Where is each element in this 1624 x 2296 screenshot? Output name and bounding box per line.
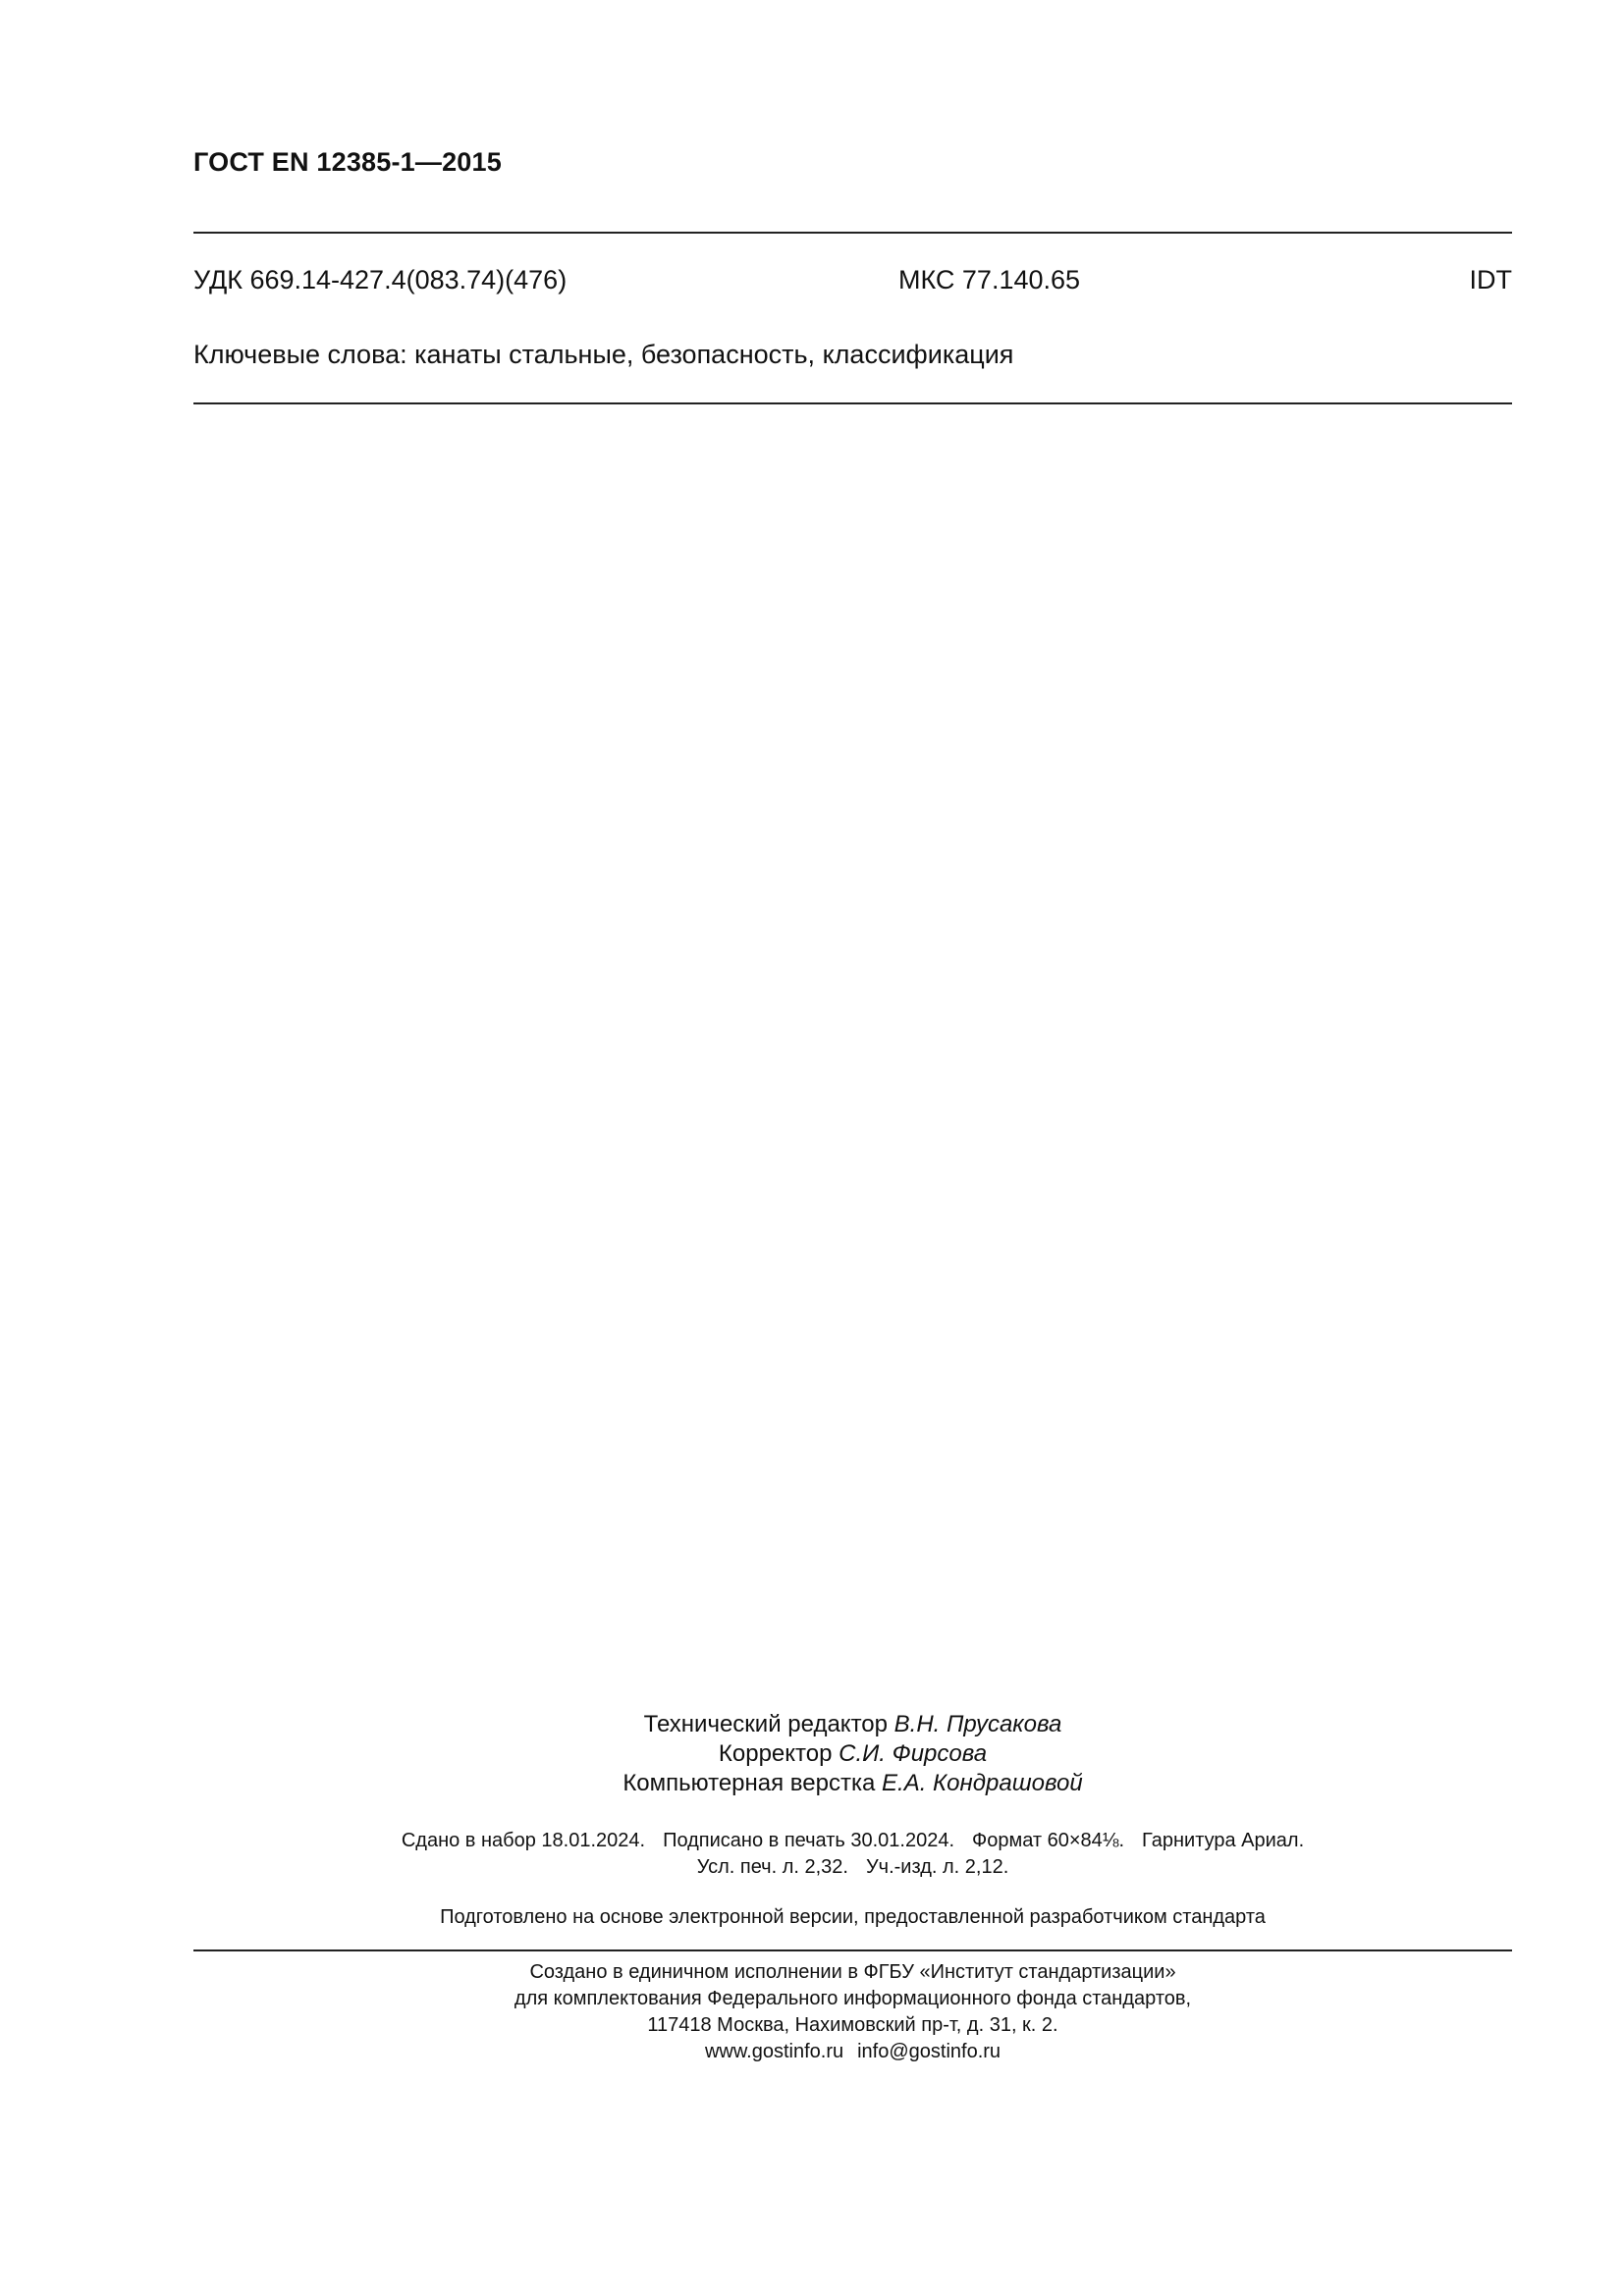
- keywords-divider: [193, 402, 1512, 404]
- email-link[interactable]: info@gostinfo.ru: [857, 2041, 1001, 2062]
- publisher-address: 117418 Москва, Нахимовский пр-т, д. 31, к. 2.: [647, 2014, 1058, 2036]
- credit-person: Е.А. Кондрашовой: [882, 1770, 1083, 1796]
- sent-to-typesetting: Сдано в набор 18.01.2024.: [401, 1830, 646, 1851]
- website-link[interactable]: www.gostinfo.ru: [704, 2041, 844, 2062]
- classification-row: [193, 265, 1512, 300]
- credit-role: Компьютерная верстка: [623, 1770, 876, 1796]
- paper-format: Формат 60×84⅛.: [972, 1830, 1125, 1851]
- signed-for-print: Подписано в печать 30.01.2024.: [663, 1830, 955, 1851]
- publisher-sheets: Уч.-изд. л. 2,12.: [865, 1856, 1009, 1878]
- bottom-divider: [193, 1949, 1512, 1951]
- prepared-note: Подготовлено на основе электронной версии, предоставленной разработчиком стандарта: [440, 1906, 1266, 1928]
- credit-person: С.И. Фирсова: [839, 1740, 988, 1767]
- publisher-contacts: [193, 2039, 1512, 2065]
- idt-label: IDT: [1469, 265, 1512, 294]
- credit-proofreader: [193, 1739, 1512, 1769]
- credit-technical-editor: [193, 1710, 1512, 1739]
- print-info-block: [193, 1828, 1512, 1881]
- print-info-line-2: [193, 1854, 1512, 1881]
- publisher-line-1: Создано в единичном исполнении в ФГБУ «Институт стандартизации»: [529, 1961, 1176, 1983]
- top-divider: [193, 232, 1512, 234]
- typeface: Гарнитура Ариал.: [1142, 1830, 1305, 1851]
- udk-code: УДК 669.14-427.4(083.74)(476): [193, 265, 568, 294]
- credit-role: Технический редактор: [643, 1711, 888, 1737]
- document-code: ГОСТ EN 12385-1—2015: [193, 147, 502, 177]
- keywords-line: Ключевые слова: канаты стальные, безопасность, классификация: [193, 340, 1014, 369]
- credit-role: Корректор: [718, 1740, 833, 1767]
- credit-layout: [193, 1769, 1512, 1798]
- credits-block: [193, 1710, 1512, 1798]
- credit-person: В.Н. Прусакова: [893, 1711, 1062, 1737]
- print-info-line-1: [193, 1828, 1512, 1854]
- publisher-line-2: для комплектования Федерального информационного фонда стандартов,: [514, 1988, 1192, 2009]
- print-sheets: Усл. печ. л. 2,32.: [696, 1856, 848, 1878]
- mks-code: МКС 77.140.65: [898, 265, 1081, 294]
- publisher-block: [193, 1959, 1512, 2065]
